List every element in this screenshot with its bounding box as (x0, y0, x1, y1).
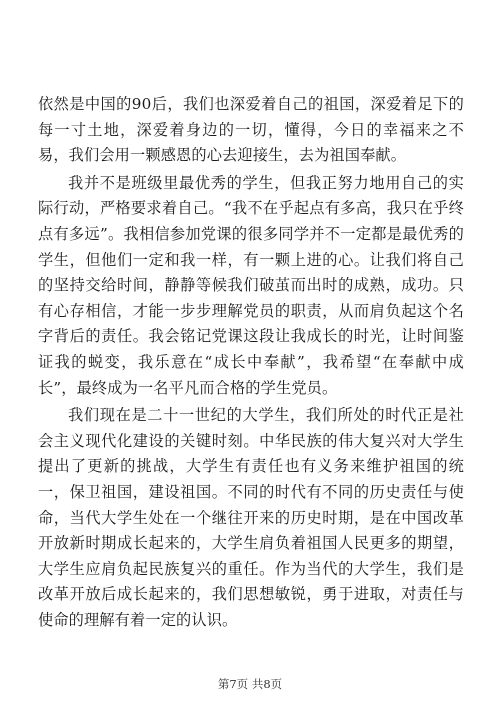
paragraph-2: 我并不是班级里最优秀的学生，但我正努力地用自己的实际行动，严格要求着自己。“我不在乎起点有多高，我只在乎终点有多远”。我相信参加党课的很多同学并不一定都是最优秀的学生，但他们一定和我一样，有一颗上进的心。让我们将自己的坚持交给时间，静静等候我们破茧而出时的成熟，成功。只有心存相信，才能一步步理解党员的职责，从而肩负起这个名字背后的责任。我会铭记党课这段让我成长的时光，让时间鉴证我的蜕变，我乐意在“成长中奉献”，我希望“在奉献中成长”，最终成为一名平凡而合格的学生党员。 (38, 173, 464, 397)
document-body (38, 92, 464, 633)
paragraph-1: 依然是中国的90后，我们也深爱着自己的祖国，深爱着足下的每一寸土地，深爱着身边的一切，懂得，今日的幸福来之不易，我们会用一颗感恩的心去迎接生，去为祖国奉献。 (38, 95, 464, 165)
page-number-footer: 第7页 共8页 (217, 677, 283, 691)
paragraph-3: 我们现在是二十一世纪的大学生，我们所处的时代正是社会主义现代化建设的关键时刻。中华民族的伟大复兴对大学生提出了更新的挑战，大学生有责任也有义务来维护祖国的统一，保卫祖国，建设祖国。不同的时代有不同的历史责任与使命，当代大学生处在一个继往开来的历史时期，是在中国改革开放新时期成长起来的，大学生肩负着祖国人民更多的期望，大学生应肩负起民族复兴的重任。作为当代的大学生，我们是改革开放后成长起来的，我们思想敏锐，勇于进取，对责任与使命的理解有着一定的认识。 (38, 406, 464, 629)
